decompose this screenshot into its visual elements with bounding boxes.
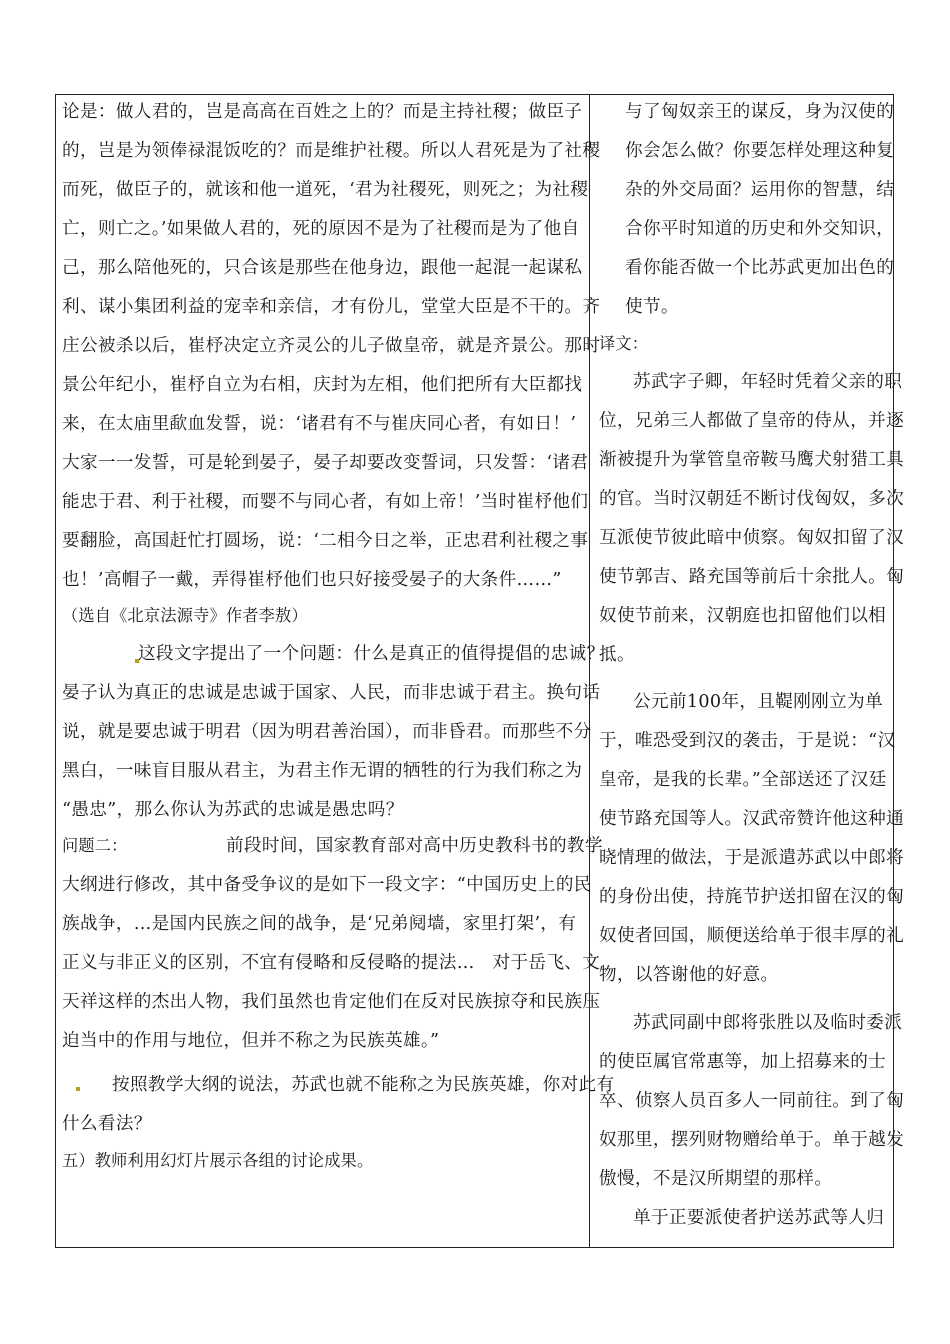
text-line: 族战争，…是国内民族之间的战争，是‘兄弟阋墙，家里打架’，有 bbox=[62, 914, 577, 934]
text-line: 的，岂是为领俸禄混饭吃的？而是维护社稷。所以人君死是为了社稷 bbox=[62, 141, 601, 161]
text-line: 亡，则亡之。’如果做人君的，死的原因不是为了社稷而是为了他自 bbox=[62, 219, 580, 239]
text-line: 大纲进行修改，其中备受争议的是如下一段文字：“中国历史上的民 bbox=[62, 875, 592, 895]
text-line: 黑白，一味盲目服从君主，为君主作无谓的牺牲的行为我们称之为 bbox=[62, 761, 583, 781]
text-line: 位，兄弟三人都做了皇帝的侍从，并逐 bbox=[599, 411, 905, 431]
text-line: 晏子认为真正的忠诚是忠诚于国家、人民，而非忠诚于君主。换句话 bbox=[62, 683, 601, 703]
text-line: 抵。 bbox=[599, 645, 635, 665]
text-line: “愚忠”，那么你认为苏武的忠诚是愚忠吗？ bbox=[62, 800, 404, 820]
text-line: 晓情理的做法，于是派遣苏武以中郎将 bbox=[599, 848, 905, 868]
source-citation: （选自《北京法源寺》作者李敖） bbox=[62, 606, 308, 625]
text-line: 的使臣属官常惠等，加上招募来的士 bbox=[599, 1052, 887, 1072]
text-line: 使节。 bbox=[625, 297, 679, 317]
text-line: 苏武字子卿，年轻时凭着父亲的职 bbox=[633, 372, 903, 392]
text-line: 公元前100年，且鞮刚刚立为单 bbox=[633, 692, 883, 712]
text-line: 使节郭吉、路充国等前后十余批人。匈 bbox=[599, 567, 905, 587]
text-line: 按照教学大纲的说法，苏武也就不能称之为民族英雄，你对此有 bbox=[112, 1075, 615, 1095]
text-line: 要翻脸，高国赶忙打圆场，说：‘二相今日之举，正忠君利社稷之事 bbox=[62, 531, 589, 551]
text-line: 而死，做臣子的，就该和他一道死，‘君为社稷死，则死之；为社稷 bbox=[62, 180, 589, 200]
text-line: 奴使者回国，顺便送给单于很丰厚的礼 bbox=[599, 926, 905, 946]
text-line: 物，以答谢他的好意。 bbox=[599, 965, 779, 985]
text-line: 利、谋小集团利益的宠幸和亲信，才有份儿，堂堂大臣是不干的。齐 bbox=[62, 297, 601, 317]
text-line: 奴那里，摆列财物赠给单于。单于越发 bbox=[599, 1130, 905, 1150]
text-line: 庄公被杀以后，崔杼决定立齐灵公的儿子做皇帝，就是齐景公。那时 bbox=[62, 336, 601, 356]
text-line: 什么看法？ bbox=[62, 1114, 152, 1134]
text-line: 能忠于君、利于社稷，而婴不与同心者，有如上帝！’当时崔杼他们 bbox=[62, 492, 589, 512]
text-line: 己，那么陪他死的，只合该是那些在他身边，跟他一起混一起谋私 bbox=[62, 258, 583, 278]
text-line: 苏武同副中郎将张胜以及临时委派 bbox=[633, 1013, 903, 1033]
text-line: 渐被提升为掌管皇帝鞍马鹰犬射猎工具 bbox=[599, 450, 905, 470]
text-line: 皇帝，是我的长辈。”全部送还了汉廷 bbox=[599, 770, 887, 790]
text-line: 杂的外交局面？运用你的智慧，结 bbox=[625, 180, 895, 200]
content-table bbox=[55, 94, 905, 1248]
text-line: 迫当中的作用与地位，但并不称之为民族英雄。” bbox=[62, 1031, 440, 1051]
text-line: 前段时间，国家教育部对高中历史教科书的教学 bbox=[226, 836, 603, 856]
text-line: 论是：做人君的，岂是高高在百姓之上的？而是主持社稷；做臣子 bbox=[62, 102, 583, 122]
text-line: 正义与非正义的区别，不宜有侵略和反侵略的提法… 对于岳飞、文 bbox=[62, 953, 601, 973]
text-line: 天祥这样的杰出人物，我们虽然也肯定他们在反对民族掠夺和民族压 bbox=[62, 992, 601, 1012]
text-line: 的身份出使，持旄节护送扣留在汉的匈 bbox=[599, 887, 905, 907]
text-line: 合你平时知道的历史和外交知识， bbox=[625, 219, 895, 239]
question-heading: 问题二： bbox=[62, 836, 128, 855]
text-line: 大家一一发誓，可是轮到晏子，晏子却要改变誓词，只发誓：‘诸君 bbox=[62, 453, 589, 473]
text-line: 使节路充国等人。汉武帝赞许他这种通 bbox=[599, 809, 905, 829]
highlight-mark bbox=[76, 1087, 80, 1091]
text-line: 卒、侦察人员百多人一同前往。到了匈 bbox=[599, 1091, 905, 1111]
text-line: 与了匈奴亲王的谋反，身为汉使的 bbox=[625, 102, 895, 122]
text-line: 也！’高帽子一戴，弄得崔杼他们也只好接受晏子的大条件……” bbox=[62, 570, 562, 590]
text-line: 这段文字提出了一个问题：什么是真正的值得提倡的忠诚？ bbox=[138, 644, 605, 664]
step-five-line: 五）教师利用幻灯片展示各组的讨论成果。 bbox=[62, 1151, 374, 1170]
text-line: 来，在太庙里歃血发誓，说：‘诸君有不与崔庆同心者，有如日！’ bbox=[62, 414, 577, 434]
text-line: 看你能否做一个比苏武更加出色的 bbox=[625, 258, 895, 278]
text-line: 于，唯恐受到汉的袭击，于是说：“汉 bbox=[599, 731, 896, 751]
text-line: 你会怎么做？你要怎样处理这种复 bbox=[625, 141, 895, 161]
text-line: 说，就是要忠诚于明君（因为明君善治国），而非昏君。而那些不分 bbox=[62, 722, 592, 742]
translation-heading: 译文： bbox=[599, 334, 649, 353]
text-line: 的官。当时汉朝廷不断讨伐匈奴，多次 bbox=[599, 489, 905, 509]
text-line: 奴使节前来，汉朝庭也扣留他们以相 bbox=[599, 606, 887, 626]
text-line: 景公年纪小，崔杼自立为右相，庆封为左相，他们把所有大臣都找 bbox=[62, 375, 583, 395]
text-line: 傲慢，不是汉所期望的那样。 bbox=[599, 1169, 833, 1189]
text-line: 单于正要派使者护送苏武等人归 bbox=[633, 1208, 885, 1228]
text-line: 互派使节彼此暗中侦察。匈奴扣留了汉 bbox=[599, 528, 905, 548]
